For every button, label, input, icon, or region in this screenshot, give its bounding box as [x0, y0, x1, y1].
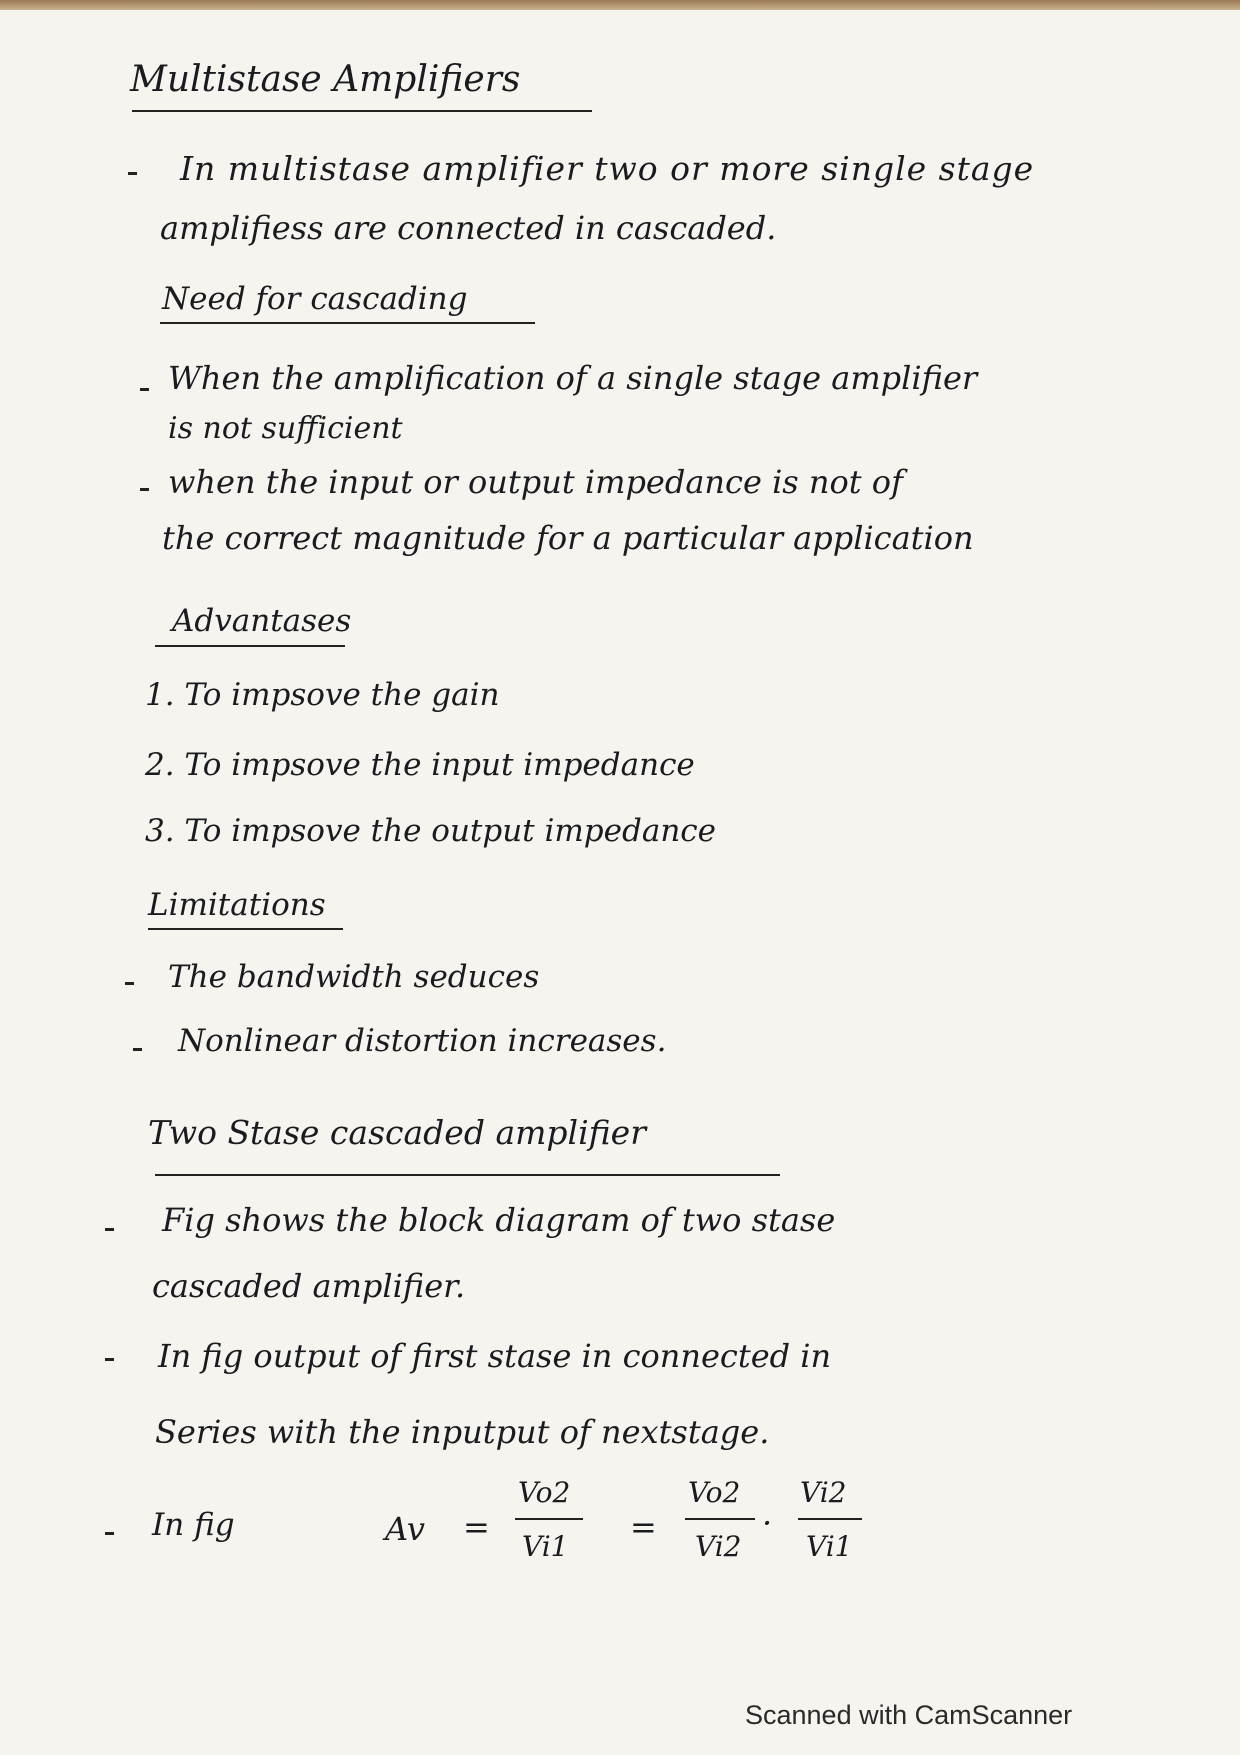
formula-equals-1: =: [463, 1508, 490, 1546]
fraction-bar-2: [685, 1518, 755, 1520]
need-underline: [160, 322, 535, 324]
bullet-dash: [128, 172, 137, 175]
formula-lead: In fig: [152, 1507, 235, 1543]
advantage-item-3: 3. To impsove the output impedance: [145, 813, 716, 849]
formula-denominator-1: Vi1: [522, 1530, 569, 1563]
two-stage-item-2-line-2: Series with the inputput of nextstage.: [155, 1413, 770, 1451]
page-title: Multistase Amplifiers: [130, 59, 521, 100]
two-stage-item-2-line-1: In fig output of first stase in connected in: [158, 1337, 832, 1375]
advantages-underline: [155, 645, 345, 647]
intro-line-1: In multistase amplifier two or more single stage: [180, 149, 1035, 188]
bullet-dash: [140, 388, 149, 391]
two-stage-heading: Two Stase cascaded amplifier: [148, 1113, 646, 1152]
formula-denominator-2: Vi2: [695, 1530, 742, 1563]
two-stage-item-1-line-1: Fig shows the block diagram of two stase: [162, 1201, 836, 1239]
formula-lhs: Av: [385, 1510, 425, 1548]
formula-multiply-dot: ·: [762, 1504, 773, 1542]
need-item-2-line-1: when the input or output impedance is not of: [168, 463, 903, 501]
formula-numerator-2: Vo2: [688, 1476, 741, 1509]
limitation-item-2: Nonlinear distortion increases.: [178, 1023, 667, 1059]
need-item-1-line-1: When the amplification of a single stage amplifier: [168, 359, 978, 397]
bullet-dash: [105, 1228, 114, 1231]
limitations-heading: Limitations: [148, 887, 326, 923]
bullet-dash: [133, 1048, 142, 1051]
scanner-watermark: Scanned with CamScanner: [745, 1700, 1073, 1730]
need-heading: Need for cascading: [162, 281, 468, 317]
need-item-2-line-2: the correct magnitude for a particular application: [162, 519, 974, 557]
advantage-item-1: 1. To impsove the gain: [145, 677, 500, 713]
formula-numerator-1: Vo2: [518, 1476, 571, 1509]
limitations-underline: [148, 928, 343, 930]
formula-equals-2: =: [630, 1508, 657, 1546]
two-stage-item-1-line-2: cascaded amplifier.: [152, 1267, 466, 1305]
bullet-dash: [105, 1358, 114, 1361]
formula-denominator-3: Vi1: [806, 1530, 853, 1563]
formula-numerator-3: Vi2: [800, 1476, 847, 1509]
two-stage-underline: [155, 1174, 780, 1176]
bullet-dash: [105, 1532, 114, 1535]
bullet-dash: [140, 488, 149, 491]
limitation-item-1: The bandwidth seduces: [168, 959, 540, 995]
intro-line-2: amplifiess are connected in cascaded.: [160, 209, 777, 247]
bullet-dash: [125, 982, 134, 985]
page-top-edge: [0, 0, 1240, 10]
need-item-1-line-2: is not sufficient: [168, 411, 403, 446]
advantages-heading: Advantases: [172, 603, 352, 639]
title-underline: [132, 110, 592, 112]
fraction-bar-1: [515, 1518, 583, 1520]
fraction-bar-3: [798, 1518, 862, 1520]
advantage-item-2: 2. To impsove the input impedance: [145, 747, 695, 783]
